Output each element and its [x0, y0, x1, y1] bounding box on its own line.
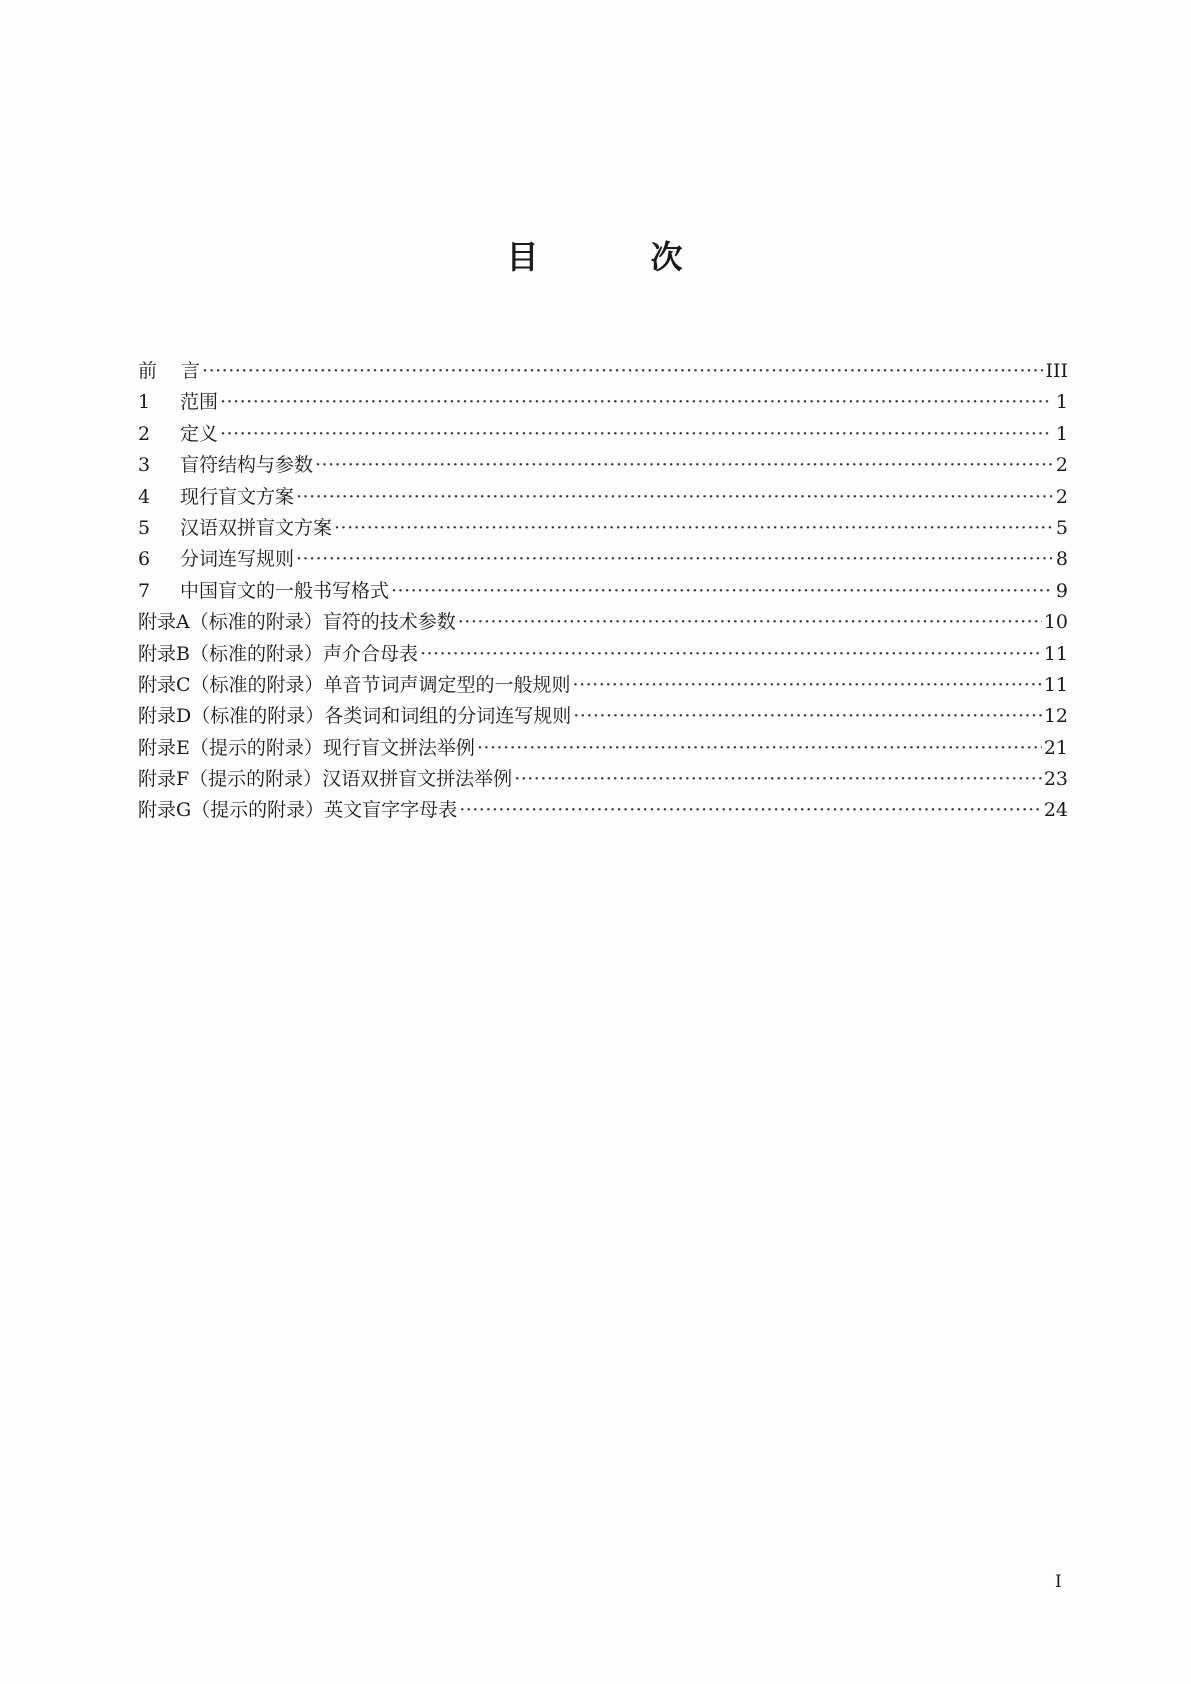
toc-entry-appendix-e[interactable] [138, 733, 1068, 764]
toc-entry-page: 23 [1043, 768, 1068, 791]
toc-entry-page: 11 [1043, 673, 1068, 696]
toc-dot-leader [573, 705, 1042, 727]
toc-entry-page: 1 [1055, 422, 1068, 445]
toc-entry-preface[interactable] [138, 356, 1068, 387]
toc-entry-number: 6 [138, 548, 151, 571]
toc-entry-page: 21 [1043, 736, 1068, 759]
toc-entry-page: 5 [1055, 516, 1068, 539]
toc-entry-number: 3 [138, 454, 151, 477]
toc-entry-number: 7 [138, 579, 151, 602]
toc-entry-label: 定义 [180, 422, 219, 445]
toc-entry-number: 1 [138, 391, 151, 414]
toc-entry-page: 12 [1043, 705, 1068, 728]
toc-entry-label: 附录E（提示的附录）现行盲文拼法举例 [138, 736, 475, 759]
toc-entry-page: 24 [1043, 799, 1068, 822]
toc-entry-page: 1 [1055, 391, 1068, 414]
toc-entry-label: 附录A（标准的附录）盲符的技术参数 [138, 611, 456, 634]
toc-entry-4[interactable] [138, 482, 1068, 513]
toc-entry-6[interactable] [138, 544, 1068, 575]
toc-dot-leader [514, 768, 1042, 790]
toc-dot-leader [420, 643, 1042, 665]
toc-entry-page: 10 [1043, 611, 1068, 634]
toc-entry-page: 11 [1043, 642, 1068, 665]
page-title-char-1: 目 [506, 238, 541, 276]
toc-dot-leader [391, 580, 1052, 602]
toc-entry-label: 附录D（标准的附录）各类词和词组的分词连写规则 [138, 705, 572, 728]
toc-entry-label: 分词连写规则 [180, 548, 295, 571]
toc-entry-label: 盲符结构与参数 [180, 454, 314, 477]
toc-entry-page: 8 [1055, 548, 1068, 571]
toc-entry-label: 汉语双拼盲文方案 [180, 516, 333, 539]
toc-dot-leader [220, 391, 1052, 413]
toc-entry-label: 现行盲文方案 [180, 485, 295, 508]
toc-entry-7[interactable] [138, 576, 1068, 607]
page-title-char-2: 次 [650, 238, 685, 276]
toc-dot-leader [202, 360, 1043, 382]
toc-dot-leader [334, 517, 1052, 539]
toc-entry-appendix-b[interactable] [138, 639, 1068, 670]
toc-dot-leader [315, 454, 1052, 476]
toc-entry-page: 9 [1055, 579, 1068, 602]
toc-entry-page: III [1045, 360, 1068, 382]
toc-entry-label: 前 言 [138, 360, 201, 382]
toc-entry-3[interactable] [138, 450, 1068, 481]
toc-entry-number: 4 [138, 485, 151, 508]
toc-entry-appendix-a[interactable] [138, 607, 1068, 638]
toc-entry-label: 中国盲文的一般书写格式 [180, 579, 390, 602]
page-title [0, 232, 1191, 278]
toc-entry-page: 2 [1055, 454, 1068, 477]
toc-dot-leader [296, 548, 1052, 570]
toc-entry-appendix-c[interactable] [138, 670, 1068, 701]
toc-dot-leader [458, 611, 1042, 633]
toc-entry-appendix-f[interactable] [138, 764, 1068, 795]
toc-entry-label: 附录B（标准的附录）声介合母表 [138, 642, 418, 665]
toc-entry-label: 附录G（提示的附录）英文盲字字母表 [138, 799, 458, 822]
toc-entry-appendix-d[interactable] [138, 701, 1068, 732]
toc-dot-leader [220, 423, 1052, 445]
toc-entry-label: 附录F（提示的附录）汉语双拼盲文拼法举例 [138, 768, 513, 791]
toc-dot-leader [459, 799, 1042, 821]
toc-entry-page: 2 [1055, 485, 1068, 508]
toc-dot-leader [477, 737, 1042, 759]
toc-entry-2[interactable] [138, 419, 1068, 450]
toc-entry-1[interactable] [138, 387, 1068, 418]
toc-entry-appendix-g[interactable] [138, 795, 1068, 826]
toc-entry-number: 5 [138, 516, 151, 539]
toc-entry-label: 范围 [180, 391, 219, 414]
toc-entry-number: 2 [138, 422, 151, 445]
toc-dot-leader [296, 486, 1052, 508]
toc-dot-leader [573, 674, 1042, 696]
table-of-contents [138, 356, 1068, 827]
toc-entry-label: 附录C（标准的附录）单音节词声调定型的一般规则 [138, 673, 571, 696]
page-number: I [1055, 1572, 1062, 1592]
toc-entry-5[interactable] [138, 513, 1068, 544]
